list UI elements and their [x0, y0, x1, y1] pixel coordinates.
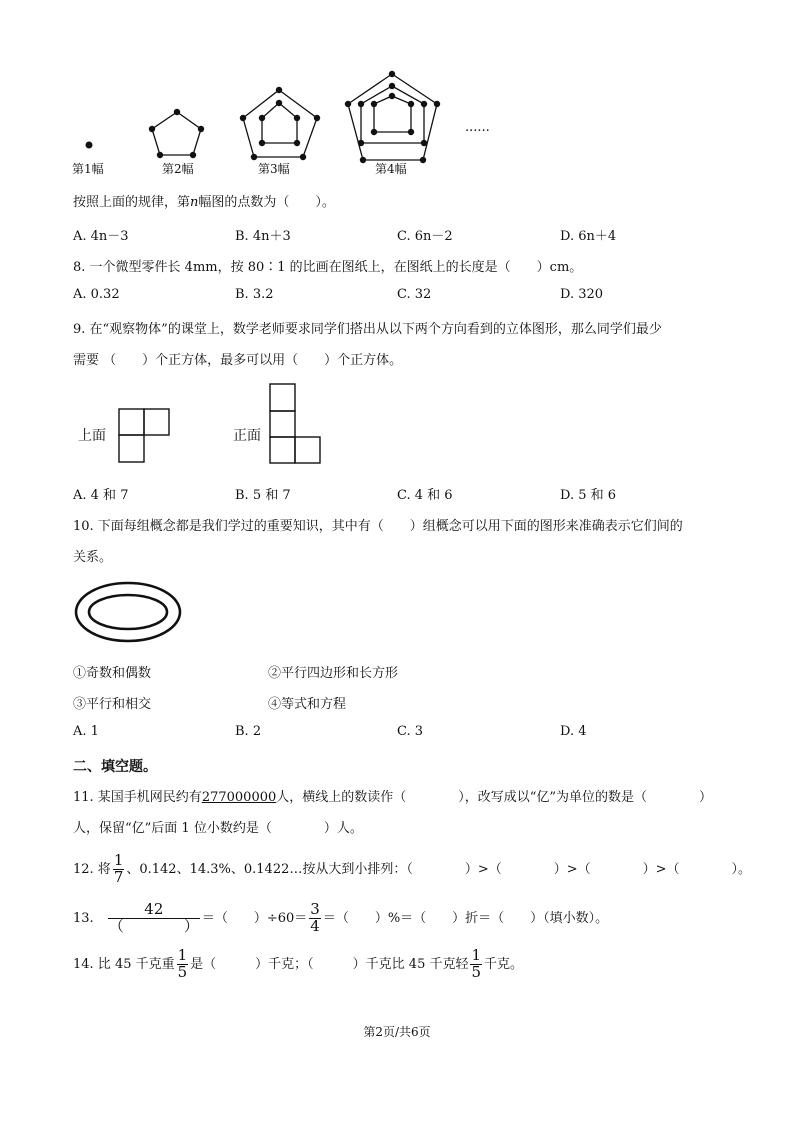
q9-front-view-label: 正面: [233, 428, 261, 444]
q10-item-1: ①奇数和偶数: [73, 666, 152, 681]
q13-fraction-1: $\frac{42}{( )}$: [108, 900, 199, 935]
q13: 13. $\frac{42}{( )}$ ＝（ ）÷60＝ $\frac{3}{4}$ ＝（ ）%＝（ ）折＝（ ）（填小数）。: [73, 900, 609, 935]
q10-option-d: D. 4: [560, 724, 587, 739]
q7-stem: 按照上面的规律，第n幅图的点数为（ ）。: [73, 195, 335, 210]
q10-option-b: B. 2: [235, 724, 262, 739]
q9-option-a: A. 4 和 7: [73, 488, 129, 503]
q9-front-view: [270, 384, 330, 474]
q13-fraction-2: $\frac{3}{4}$: [310, 900, 320, 935]
fig4-caption: 第4幅: [375, 162, 407, 176]
q7-option-c: C. 6n－2: [397, 229, 453, 244]
q7-figures: [0, 0, 794, 170]
q7-option-d: D. 6n＋4: [560, 229, 617, 244]
q10-item-2: ②平行四边形和长方形: [268, 666, 399, 681]
fig1-dot: [86, 142, 93, 149]
q9-option-d: D. 5 和 6: [560, 488, 617, 503]
q14-fraction-1: $\frac{1}{5}$: [177, 946, 188, 981]
q9-stem-line1: 9. 在“观察物体”的课堂上，数学老师要求同学们搭出从以下两个方向看到的立体图形，那么同学们最少: [73, 322, 662, 337]
q8-option-a: A. 0.32: [73, 287, 120, 302]
fig3-caption: 第3幅: [258, 162, 290, 176]
q11-line2: 人，保留“亿”后面 1 位小数约是（ ）人。: [73, 821, 363, 836]
fig2-pentagon: [152, 112, 201, 155]
fig-ellipsis: ......: [465, 120, 490, 135]
q8-option-b: B. 3.2: [235, 287, 274, 302]
q12: 12. 将 $\frac{1}{7}$ 、0.142、14.3%、0.1422…按从大到小排列：（ ）>（ ）>（ ）>（ ）。: [73, 851, 752, 886]
q9-top-view-label: 上面: [78, 428, 106, 444]
q10-option-c: C. 3: [397, 724, 424, 739]
page-number: 第2页/共6页: [363, 1025, 431, 1039]
fig1-caption: 第1幅: [72, 162, 104, 176]
q14: 14. 比 45 千克重 $\frac{1}{5}$ 是（ ）千克；（ ）千克比 45 千克轻 $\frac{1}{5}$ 千克。: [73, 946, 524, 981]
fig2-caption: 第2幅: [162, 162, 194, 176]
section-title: 二、填空题。: [73, 759, 157, 775]
q12-fraction: $\frac{1}{7}$: [113, 851, 124, 886]
q10-item-3: ③平行和相交: [73, 697, 152, 712]
q7-option-b: B. 4n＋3: [235, 229, 291, 244]
q8-option-c: C. 32: [397, 287, 432, 302]
q10-nested-ellipses: [72, 578, 192, 648]
q9-option-b: B. 5 和 7: [235, 488, 291, 503]
q10-option-a: A. 1: [73, 724, 99, 739]
q9-stem-line2: 需要 （ ）个正方体，最多可以用（ ）个正方体。: [73, 353, 403, 368]
q9-option-c: C. 4 和 6: [397, 488, 453, 503]
q10-item-4: ④等式和方程: [268, 697, 347, 712]
q14-fraction-2: $\frac{1}{5}$: [471, 946, 482, 981]
q11-number: 277000000: [201, 790, 277, 805]
q9-top-view: [119, 409, 179, 469]
q11-line1: 11. 某国手机网民约有277000000人，横线上的数读作（ ），改写成以“亿”为单位的数是（ ）: [73, 790, 713, 805]
q10-stem-line1: 10. 下面每组概念都是我们学过的重要知识，其中有（ ）组概念可以用下面的图形来准确表示它们间的: [73, 519, 683, 534]
q10-stem-line2: 关系。: [73, 550, 113, 565]
q8-stem: 8. 一个微型零件长 4mm，按 80∶1 的比画在图纸上，在图纸上的长度是（ ）cm。: [73, 260, 583, 275]
q7-option-a: A. 4n－3: [73, 229, 129, 244]
q8-option-d: D. 320: [560, 287, 604, 302]
